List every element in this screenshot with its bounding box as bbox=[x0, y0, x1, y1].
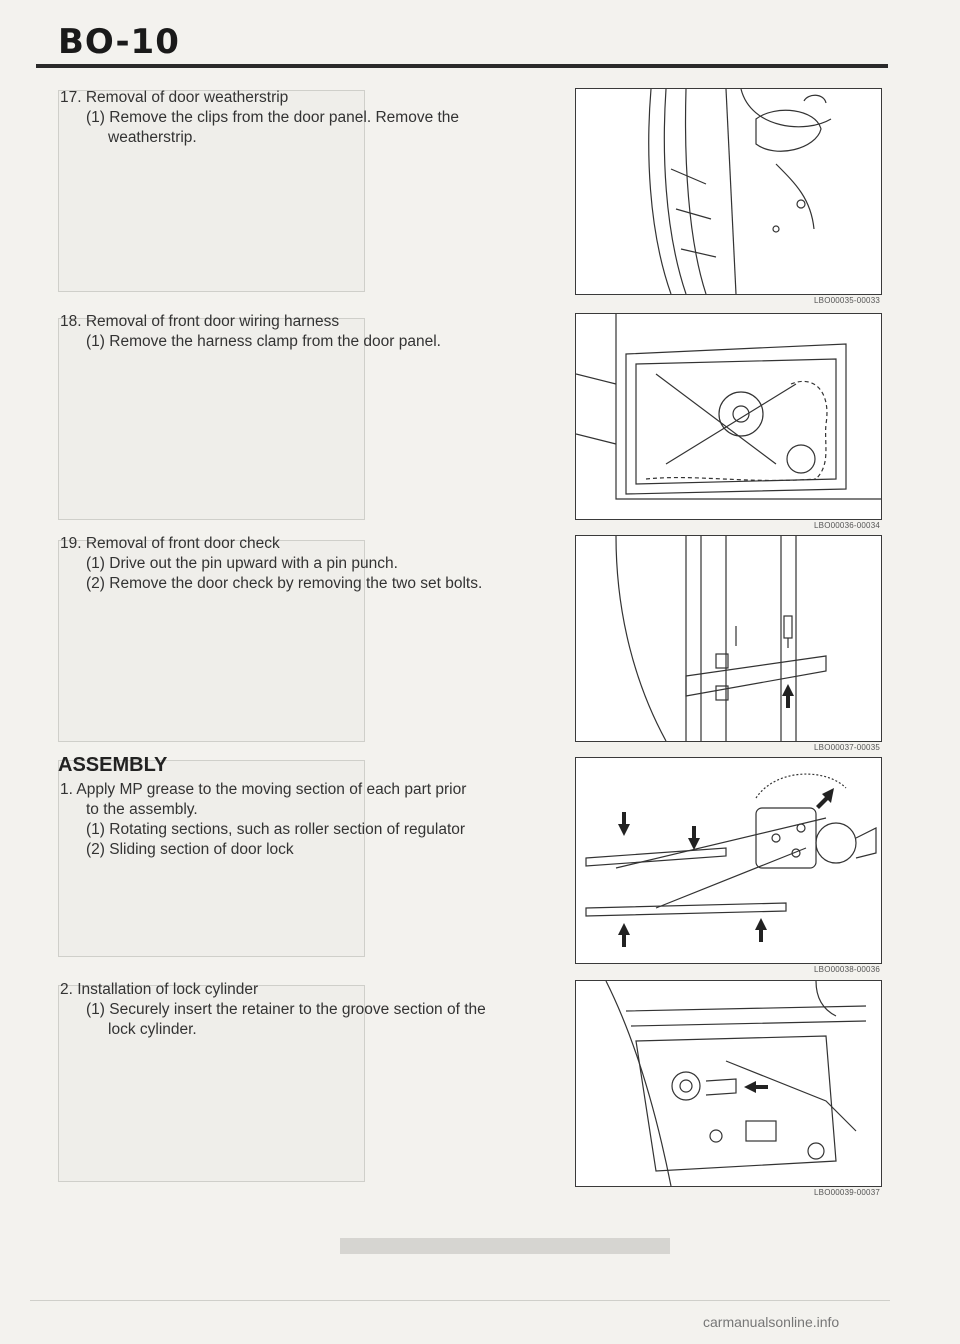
figure-5-code: LBO00039-00037 bbox=[814, 1188, 880, 1197]
assembly-item-2 bbox=[60, 980, 560, 1040]
watermark-text: carmanualsonline.info bbox=[703, 1314, 840, 1330]
lock-cylinder-illustration bbox=[576, 981, 881, 1186]
step-18-line-1: (1) Remove the harness clamp from the door panel. bbox=[86, 333, 441, 350]
footer-bar bbox=[340, 1238, 670, 1254]
assembly-item-1-heading: 1. Apply MP grease to the moving section of each part prior bbox=[60, 781, 467, 798]
up-arrow-icon-3 bbox=[755, 918, 767, 942]
figure-3-code: LBO00037-00035 bbox=[814, 743, 880, 752]
wiring-harness-illustration bbox=[576, 314, 881, 519]
step-19-heading: 19. Removal of front door check bbox=[60, 535, 280, 552]
figure-2-code: LBO00036-00034 bbox=[814, 521, 880, 530]
step-17-heading: 17. Removal of door weatherstrip bbox=[60, 89, 289, 106]
header-rule bbox=[36, 64, 888, 68]
step-19-line-1: (1) Drive out the pin upward with a pin punch. bbox=[86, 555, 398, 572]
assembly-item-2-line-2: lock cylinder. bbox=[108, 1021, 197, 1038]
assembly-item-1-line-1: to the assembly. bbox=[86, 801, 198, 818]
door-check-illustration bbox=[576, 536, 881, 741]
figure-4-code: LBO00038-00036 bbox=[814, 965, 880, 974]
figure-1-code: LBO00035-00033 bbox=[814, 296, 880, 305]
step-19 bbox=[60, 534, 560, 594]
step-19-line-2: (2) Remove the door check by removing the two set bolts. bbox=[86, 575, 483, 592]
weatherstrip-illustration bbox=[576, 89, 881, 294]
diagonal-arrow-icon bbox=[816, 788, 834, 809]
figure-door-check bbox=[575, 535, 882, 742]
step-18 bbox=[60, 312, 560, 352]
figure-lock-cylinder bbox=[575, 980, 882, 1187]
assembly-item-1-line-3: (2) Sliding section of door lock bbox=[86, 841, 294, 858]
step-18-heading: 18. Removal of front door wiring harness bbox=[60, 313, 340, 330]
bottom-rule bbox=[30, 1300, 890, 1301]
assembly-item-1 bbox=[60, 780, 560, 860]
assembly-item-1-line-2: (1) Rotating sections, such as roller section of regulator bbox=[86, 821, 466, 838]
page-code: BO-10 bbox=[58, 22, 180, 62]
assembly-item-2-line-1: (1) Securely insert the retainer to the groove section of the bbox=[86, 1001, 486, 1018]
up-arrow-icon bbox=[782, 684, 794, 708]
figure-weatherstrip bbox=[575, 88, 882, 295]
figure-wiring-harness bbox=[575, 313, 882, 520]
down-arrow-icon bbox=[618, 812, 630, 836]
figure-regulator bbox=[575, 757, 882, 964]
down-arrow-icon-2 bbox=[688, 826, 700, 850]
assembly-item-2-heading: 2. Installation of lock cylinder bbox=[60, 981, 259, 998]
regulator-illustration bbox=[576, 758, 881, 963]
step-17-line-2: weatherstrip. bbox=[108, 129, 197, 146]
step-17-line-1: (1) Remove the clips from the door panel. Remove the bbox=[86, 109, 460, 126]
assembly-title: ASSEMBLY bbox=[58, 754, 168, 776]
up-arrow-icon-2 bbox=[618, 923, 630, 947]
left-arrow-icon bbox=[744, 1081, 768, 1093]
step-17 bbox=[60, 88, 560, 148]
